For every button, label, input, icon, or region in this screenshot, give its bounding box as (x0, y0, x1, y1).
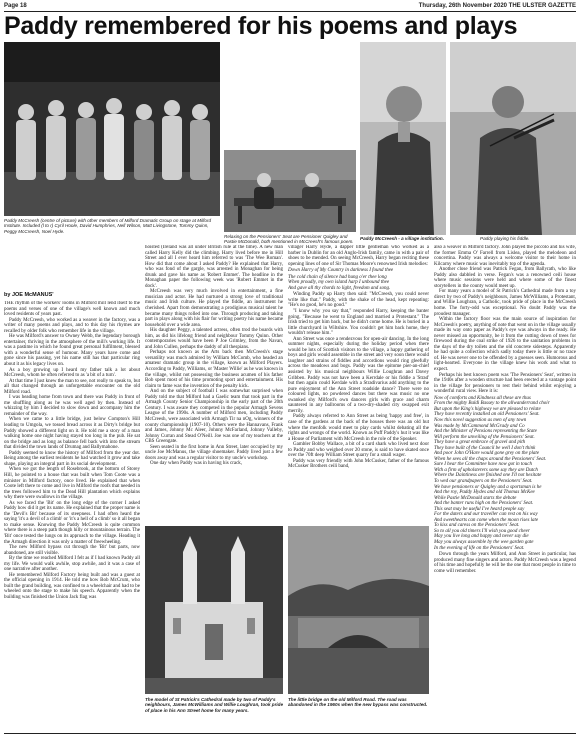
article-column-4 (434, 245, 576, 733)
article-paragraph: The new Milford bypass cut through the 'Bit' but parts, now abandoned, are still visible. (4, 545, 140, 556)
article-paragraph: Now of comforts and Kindness all these are thus From the mighty Baldi Bassey to the allwanderrand choir But upon the King's highway we are pleased to relate They have recently installed an old Pensioners' Seat. Now this novel suggestion as men of any town Was made by McCammond McGrady and Co And the Minister of Pensions representing the State Will perform the unveiling of the Pensioners' Seat. They have a great embrace of gravel and pith They have built of the Council be well I don't think And poor John O'Hare would gone grey on the plate When he sees all the chaps around the Pensioners' Seat. Sure I hear the Committee have now got in touch With a firm of upholsterers some say they are Dutch Where the Daintiness are finished one I'll not hesitate To wed our grandpapers on the Pensioners' Seat. We have pensioners or Quigley and a sportsman is he And the roy, Paddy Hydes and old Thomas McKee While Pastie McDonald starts the debate And the banter runs high on the Pensioners' Seat. This seat may be useful I've heard people say For the daters and our traveller can rest on his way And sweethearts can come when the moon rises late To kiss and caress on the Pensioners' Seat. So to all you old timers I'll wish you good cheer May you live long and happy and never say die May you always assemble by the wee garden gate In the evening of life on the Pensioners' Seat. (434, 395, 550, 551)
photo-pensioners-seat (224, 150, 356, 232)
article-paragraph: Down Harry of My Country in darkness I found thee (288, 268, 394, 274)
photo-cathedral-model (145, 526, 283, 694)
cathedral-model-photo-art (145, 526, 283, 694)
article-paragraph: When we got the length of Rosebrook, at the bottom of Storey Hill, he pointed to a house that was built when Tom Coote was a minister in Milford factory, once lived. He explained that when Coote left there to come and live in Milford the roofs that needed in the trees followed him to the Dead Hill plantation which explains why there were swallows in the village. (4, 467, 140, 501)
article-paragraph: As a boy growing up I heard my father talk a lot about McCreesh, whom he often referred to as 'a bit of a turn'. (4, 367, 140, 379)
article-paragraph: Paddy was very friendly with John McCusker, father of the famous McCusker Brothers ceili band, (288, 458, 429, 470)
article-paragraph: Ann Street was once a rendezvous for open-air dancing. In the long summer nights, especially during the holiday period when there would be lots of Scottish visitors to the village, a happy gathering of boys and girls would assemble in the street and very soon there would laughter and strains of fiddles and accordions would ring gleefully across the meadows and bogs. Paddy was the epitome pier-an-chief assisted by his musical neighbours Willie Loughran and Davey Gribben. Paddy was not have been a Kerrdale or his fiddle a 'Strad' but then again could Kerdale with a Stradivarius add anything to the pure enjoyment of the Ann Street roadside dance? There were no coloured lights, no powdered dances but there was music no one swanked shy Milford's own dancers girls with grace and charm sauntered in any ballrooms of a two-dry-shaded city swapped exit merrily. (288, 336, 429, 414)
article-column-2 (145, 245, 283, 522)
page-bottom-rule (4, 733, 576, 734)
article-paragraph: villager Harry Hyde, a dapper little gentleman who worked as a barber in Dublin for an old Anglo-Irish family, came in with a pair of shoes to be mended. On seeing McCreesh, Harry began reciting these opening lines of one of Sir Thomas Moore's renowned Irish melodies: (288, 245, 429, 267)
article-paragraph: Perhaps not known as the Arts back then McCreesh's stage versatility was much admired by William McComb, who headed an amateur dramatic group in the village, known as Milford Players. According to Paddy, Williams, or 'Master Willie' as he was known in the village, whilst not possessing the business acumen of his father Bob spent most of his time promoting sport and entertainment. His claim to fame was the invention of the penalty kick. (145, 350, 283, 389)
article-paragraph: By the time we reached Milford I felt as if I had known Paddy all my life. We would walk awhile, stop awhile, and it was a case of one narrative after another. (4, 556, 140, 573)
photo-portrait (360, 42, 446, 235)
article-paragraph: His daughter Peggy, a talented actress, often trod the boards with him, as did his lifelong friend and neighbour Tommy Quinn. Other contemporaries would have been P Joe Grimley, from the Navan, and John Cullen, perhaps the daddy of all thespians. (145, 328, 283, 350)
fiddle-photo-art (450, 42, 576, 235)
photo-drama-group (4, 42, 220, 216)
article-paragraph: THE rhythm of the workers' looms in Milford mill lend itself to the poems and verses of one of the village's well known and much loved residents of years past. (4, 301, 140, 318)
article-column-1 (4, 301, 140, 733)
page-number: Page 18 (4, 3, 27, 9)
caption-drama-group: Paddy McCreesh (centre of picture) with other members of Milford Dramatic Group on stage at Milford Institute. Included (l to r) Cyril Hoole, David Humphries, Nell Wilson, Matt Livingstone, Tommy Quinn, Peggy McCreesh, Noel Hyde. (4, 218, 212, 234)
article-paragraph: As we faced the 'Bit' on the long edge of the corner I asked Paddy how did it get its name. He explained that the proper name is the 'Devil's Bit' because of its steepness. I had often heard the saying 'it's a devil of a climb' or 'it's a hell of a climb' so it all began to make sense. Knowing the Paddy McCreesh is quite common where there is a steep path though hilly or mountainous terrain. The 'Bit' once tested the lungs on its approach to the village. Heading it the Armagh direction it was only a matter of freewheeling. (4, 500, 140, 545)
article-paragraph: At that time I just knew the man to see, not really to speak to, but all that changed through an unforgettable encounter on the old Milford road. (4, 378, 140, 395)
article-paragraph: The cold chain of silence had hung o'er thee long When proudly, my own island harp I unbound thee And gave all thy chords to light, freedom and song. (288, 274, 391, 291)
issue-date-and-paper: Thursday, 26th November 2020 THE ULSTER GAZETTE (418, 3, 576, 9)
article-paragraph: Within the factory floor was the main source of inspiration for McCreesh's poetry, anything of note that went on in the village usually made its way onto paper as Paddy's eye was always in the ready. He never missed an opportunity, be it from the cutting down of trees for firewood during the coal strike of 1926 to the sanitation problems in the days of the dry toilets and the old concrete sidesteps. Apparently he had quite a collection which sadly today there is little or no trace of. He was never one to be offended by a guesses seen. Humorous and light-hearted. Everyone in the village knew his work and what to expect. (434, 317, 576, 373)
portrait-photo-art (360, 42, 446, 235)
headline: Paddy remembered for his poems and plays (4, 12, 518, 40)
caption-portrait: Paddy McCreesh - a village institution. (360, 236, 444, 241)
old-bridge-photo-art (288, 526, 429, 694)
article-paragraph: He remembered Milford Factory being built and was a guest at the official opening in 1914. He told me how Bob McCrum, who built the grand building, was confined to a wheelchair and had to be wheeled onto the stage to make his speech. Apparently when the building was finished the Union Jack flag was (4, 572, 140, 600)
article-paragraph: He was Milford's answer to Owney Webb, the legendary borough entertainer, thriving in the atmosphere of the mill's working life. It was a pastime in which he found great personal fulfilment, blessed with a wonderful sense of humour. Many years have come and gone since his passing, yet his name still has that particular ring about it as his legacy lives on. (4, 334, 140, 368)
article-column-3 (288, 245, 429, 522)
article-paragraph: One day when Paddy was in having his crack, (150, 461, 243, 467)
byline: by JOE McMANUS' (4, 292, 54, 298)
caption-pensioners-seat: Relaxing on the Pensioners' Seat are Pensioner Quigley and Pastie McDonald, both mentioned in McCreesh's famous poem. (224, 234, 354, 245)
article-paragraph: Seen seated in the first home in Ann Street, later occupied by my uncle Joe McManus, the village shoemaker. Paddy lived just a few doors away and was a regular visitor to my uncle's workshop. (145, 444, 283, 461)
article-paragraph: Winding Paddy up Harry then said: "McCreesh, you could never write like that." Paddy, with the shake of the head, kept repeating: "He's no good, he's no good." (288, 292, 429, 309)
drama-group-photo-art (4, 42, 220, 216)
article-paragraph: Paddy always referred to Ann Street as being 'happy and free', in case of the gardens at the back of the houses there was an old hut where the menfolk would meet to play cards whilst debating all the rights and wrongs of the world. Known as Puff Paddy's hut it was like a House of Parliament with McCreesh in the role of the Speaker. (288, 414, 429, 442)
article-paragraph: hoisted (Ireland was all under British rule at the time). A new man called Harry Kelly did the climbing. Harry lived before me in Hill Street and all I ever heard him referred to was 'The Wee Roman'. How did that come about I asked Paddy? He explained that Harry, who was fond of the gargle, was arrested in Monaghan for being drunk and gave his name as 'Robert Emmet'. The headline in the Monaghan paper the following week was 'Robert Emmet in the dock'. (145, 245, 283, 289)
caption-fiddle: Paddy playing his fiddle. (480, 236, 530, 241)
pensioners-seat-photo-art (224, 150, 356, 232)
article-paragraph: Gambler Bobby Wallace, a bit of a card shark who lived next door to Paddy and who weighed over 20 stone, is said to have skated once over the 70ft deep William Street quarry for a small wager. (288, 442, 429, 459)
article-paragraph: "I know why you say that," responded Harry, keeping the banter going. "Because he went to England and married a Protestant." The Irish tried to get him back, but he didn't come home. He is buried in a little churchyard in Wiltshire. You couldn't get him back home, they wouldn't release him." (288, 309, 429, 337)
article-paragraph: McCreesh was very much involved in entertainment, a fine musician and actor. He had nurtured a strong love of traditional music and Irish culture. He played the fiddle, an instrument he cherished. Apart from demonstrating a prodigious musical talent he became many things rolled into one. Through producing and taking part in plays along with his flair for writing poetry his name became household over a wide area. (145, 289, 283, 328)
article-paragraph: Another close friend was Patrick Fegan, from Ballyrath, who like Paddy also dabbled in verse. Fegan's was a renowned ceili house where music sessions were held and where some of the finest storytellers in the county would meet up. (434, 267, 576, 289)
article-paragraph: I was heading home from town and there was Paddy in front of me shuffling along as he was well aged by then. Instead of whizzing by him I decided to slow down and accompany him the remainder of the way. (4, 395, 140, 417)
article-paragraph: Down through the years Milford, and Ann Street in particular, has produced many fine singers and actors. Paddy McCreesh was a legend of his time and hopefully he will be the one that most people in time to come will remember. (434, 552, 576, 574)
caption-old-bridge: The little bridge on the old Milford Road. The road was abandoned in the 1960s when the new bypass was constructed. (288, 697, 428, 708)
caption-cathedral-model: The model of St Patrick's Cathedral made by two of Paddy's neighbours, James McWilliams and Willie Loughran, took pride of place in his Ann Street home for many years. (145, 697, 284, 713)
article-paragraph: When we came to a little bridge, just below Compton's Hill leading to Umgola, we tossed bread across it as Dirty's bridge but Paddy showed a different light on it. He told me a story of a man walking home one night having stayed too long in the pub. He sat on the bridge and as long as balance fell back with into the stream that divided the town lands of Drumag and Ballymahone. (4, 417, 140, 451)
article-paragraph: Paddy seemed to know the history of Milford from the year dot. Being among the earliest residents he had watched it grow and take shape, playing an integral part in its social development. (4, 450, 140, 467)
article-paragraph: Perhaps his best known poem was 'The Pensioners' Seat', written in the 1940s after a wooden structure had been erected at a vantage point in the village for pensioners to rest their behind whilst enjoying a wonderful rural view. Here it is: (434, 372, 576, 395)
photo-fiddle (450, 42, 576, 235)
photo-old-bridge (288, 526, 429, 694)
article-paragraph: also a weaver in Milford factory. John played the piccolo and his wife, the former Emma O' Farrell from Lislea, played the melodeon and concertina. Paddy was always a welcome visitor to their home in Kilcarny where music was inevitably top of the agenda. (434, 245, 576, 267)
article-paragraph: And on the subject of football I was somewhat surprised when Paddy told me that Milford had a Gaelic team that took part in the Armagh County Senior Championship in the early part of the 20th Century. I was aware they competed in the popular Armagh Sevens League of the 1990s. A number of Milford men, including Paddy McCreesh, were associated with Armagh Tir na nOg, winners of the county championship (1907-10). Others were the Hannavans, Frank and James, Johnny Mc Aleer, Johnny McFarland, Johnny Valleby, Johnny Curran and Stead O'Neill. Joe was one of my teachers at the CBS Greengate. (145, 389, 283, 445)
article-paragraph: For many years a model of St Patrick's Cathedral made from a toy direct by two of Paddy's neighbours, James McWilliams, a Protestant, and Willie Loughran, a Catholic, took pride of place in the McCreesh home. The forty-odd was exceptional. No doubt Paddy was the proudest manager. (434, 289, 576, 317)
article-paragraph: Paddy McCreesh, who worked as a weaver in the factory, was a writer of many poems and plays, and to this day his rhymes are recalled by older folk who remember life in the village. (4, 317, 140, 334)
